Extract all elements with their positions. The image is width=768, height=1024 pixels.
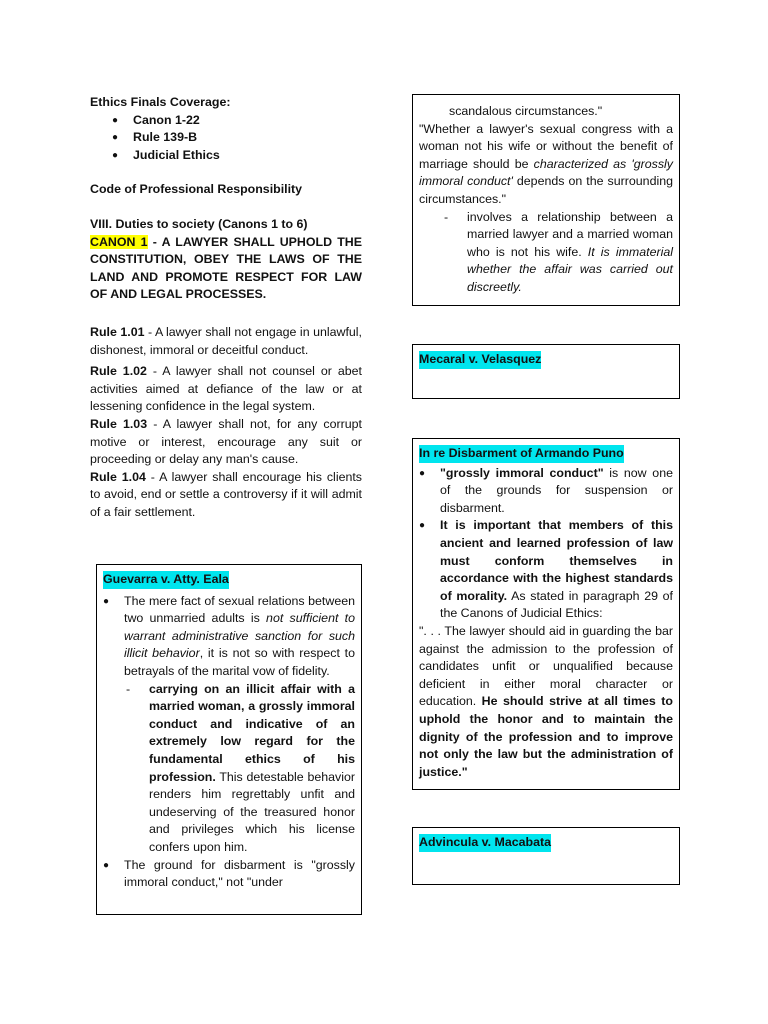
case-title: Guevarra v. Atty. Eala (103, 571, 229, 589)
rule-1-02 (90, 363, 362, 416)
rule-text: - A lawyer shall not engage in unlawful, dishonest, immoral or deceitful conduct. (90, 324, 362, 357)
rule-label: Rule 1.04 (90, 469, 146, 484)
coverage-item: ● Canon 1-22 (112, 112, 362, 130)
quote-italic: characterized as 'grossly immoral conduct' (419, 156, 673, 189)
point-text: The ground for disbarment is "grossly immoral conduct," not "under (124, 857, 355, 890)
point-text: The mere fact of sexual relations between two unmarried adults is (124, 593, 355, 626)
case-box-guevarra (96, 564, 362, 915)
left-column (90, 94, 362, 521)
sub-point-text: involves a relationship between a married lawyer and a married woman who is not his wife. (467, 209, 673, 259)
case-points (419, 465, 673, 623)
rule-label: Rule 1.03 (90, 416, 148, 431)
canon-label: CANON 1 (90, 234, 148, 249)
point-text: , it is not so with respect to betrayals of the marital vow of fidelity. (124, 646, 355, 678)
quote-text: ". . . The lawyer should aid in guarding the bar against the admission to the profession of candidates unfit or unqualified because deficient in either moral character or education. (419, 623, 673, 709)
coverage-item: ● Rule 139-B (112, 129, 362, 147)
case-point (419, 517, 673, 623)
sub-point-text: This detestable behavior renders him regrettably unfit and undeserving of the treasured honor and privileges which his license confers upon him. (149, 769, 355, 854)
point-italic: not sufficient to warrant administrative sanction for such illicit behavior (124, 611, 355, 661)
quote-bold: He should strive at all times to uphold the honor and to maintain the dignity of the profession and to improve not only the law but the administration of justice." (419, 694, 673, 779)
rule-1-04 (90, 469, 362, 522)
rule-1-03 (90, 416, 362, 469)
sub-point (124, 681, 355, 857)
case-point (103, 857, 355, 892)
canon-1 (90, 234, 362, 304)
sub-point-italic: It is immaterial whether the affair was carried out discreetly. (467, 244, 673, 294)
canon-text: - A LAWYER SHALL UPHOLD THE CONSTITUTION, OBEY THE LAWS OF THE LAND AND PROMOTE RESPECT FOR LAW OF AND LEGAL PROCESSES. (90, 234, 362, 302)
code-title: Code of Professional Responsibility (90, 182, 303, 197)
rule-1-01 (90, 324, 362, 359)
point-bold: It is important that members of this ancient and learned profession of law must conform themselves in accordance with the highest standards of morality. (440, 518, 673, 603)
case-box-puno (412, 438, 680, 790)
case-box-mecaral (412, 344, 680, 399)
continued-quote (419, 121, 673, 209)
rule-text: - A lawyer shall not counsel or abet activities aimed at defiance of the law or at lessening confidence in the legal system. (90, 364, 362, 414)
quote-text: depends on the surrounding circumstances." (419, 174, 673, 206)
rule-label: Rule 1.02 (90, 364, 147, 379)
puno-quote (419, 623, 673, 781)
case-box-advincula (412, 827, 680, 885)
coverage-item: ● Judicial Ethics (112, 147, 362, 165)
sub-point-bold: carrying on an illicit affair with a married woman, a grossly immoral conduct and indicative of an extremely low regard for the fundamental ethics of his profession. (149, 681, 355, 784)
continued-sub-points (419, 209, 673, 297)
sub-point (442, 209, 673, 297)
point-text: As stated in paragraph 29 of the Canons of Judicial Ethics: (440, 588, 673, 621)
continued-line: scandalous circumstances." (449, 104, 603, 118)
section-title: VIII. Duties to society (Canons 1 to 6) (90, 216, 308, 231)
case-title: In re Disbarment of Armando Puno (419, 445, 624, 463)
rule-text: - A lawyer shall not, for any corrupt motive or interest, encourage any suit or proceeding or delay any man's cause. (90, 416, 362, 467)
case-points (103, 593, 355, 892)
coverage-title: Ethics Finals Coverage: (90, 95, 231, 109)
coverage-list (90, 112, 362, 165)
point-text: is now one of the grounds for suspension or disbarment. (440, 465, 673, 515)
case-point (419, 465, 673, 518)
case-box-continued (412, 94, 680, 306)
sub-points (124, 681, 355, 857)
rule-label: Rule 1.01 (90, 324, 145, 339)
rule-text: - A lawyer shall encourage his clients to avoid, end or settle a controversy if it will admit of a fair settlement. (90, 469, 362, 519)
case-title: Mecaral v. Velasquez (419, 351, 541, 369)
point-bold: "grossly immoral conduct" (440, 465, 604, 480)
case-point (103, 593, 355, 857)
quote-text: "Whether a lawyer's sexual congress with a woman not his wife or without the benefit of marriage should be (419, 121, 673, 171)
case-title: Advincula v. Macabata (419, 834, 551, 852)
